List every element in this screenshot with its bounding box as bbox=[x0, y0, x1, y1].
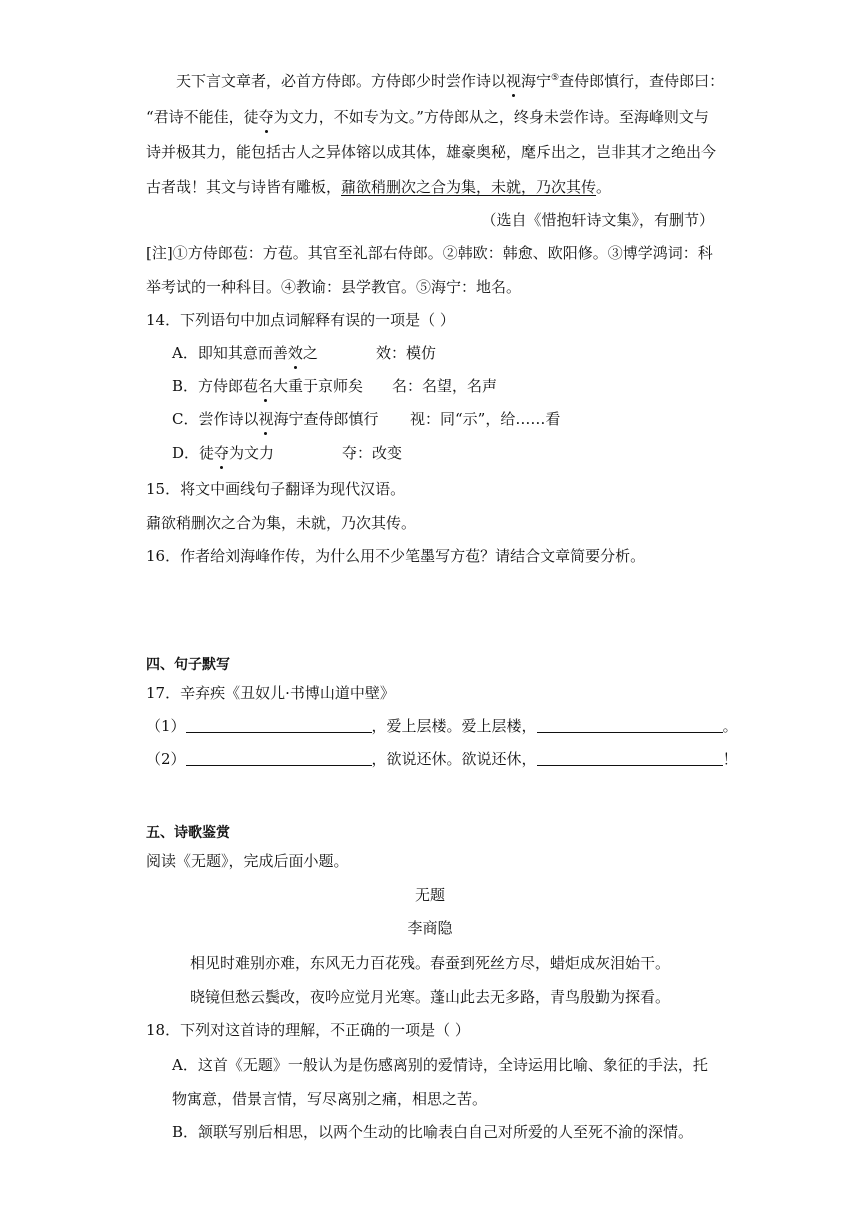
q18-option-b-line-1[interactable]: B．颔联写别后相思，以两个生动的比喻表白自己对所爱的人至死不渝的深情。 bbox=[172, 1123, 694, 1141]
text: C．尝作诗以 bbox=[172, 410, 259, 428]
text: D．徒 bbox=[172, 444, 215, 462]
text: 天下言文章者，必首方侍郎。方侍郎少时尝作诗以 bbox=[176, 72, 507, 90]
text: 之 bbox=[302, 344, 318, 362]
passage-line-3: 诗并极其力，能包括古人之异体镕以成其体，雄豪奥秘，麾斥出之，岂非其才之绝出今 bbox=[146, 143, 717, 161]
q14-option-d[interactable] bbox=[172, 442, 274, 464]
blank-1a[interactable] bbox=[186, 717, 372, 733]
q17-stem: 17．辛弃疾《丑奴儿·书博山道中壁》 bbox=[146, 684, 395, 702]
text: 为文力 bbox=[229, 444, 275, 462]
passage-line-1 bbox=[176, 70, 724, 92]
text: 。 bbox=[722, 717, 738, 735]
q15-stem: 15．将文中画线句子翻译为现代汉语。 bbox=[146, 480, 406, 498]
dotted-char: 名 bbox=[258, 377, 274, 395]
item-number: （2） bbox=[146, 750, 186, 768]
poem-line-2: 晓镜但愁云鬓改，夜吟应觉月光寒。蓬山此去无多路，青鸟殷勤为探看。 bbox=[189, 988, 670, 1006]
q14-option-c-def: 视：同“示”，给……看 bbox=[410, 410, 561, 428]
text: A．即知其意而善 bbox=[172, 344, 288, 362]
footnote-marker: ⑤ bbox=[551, 73, 560, 83]
q14-option-b[interactable] bbox=[172, 375, 363, 397]
q16-stem: 16．作者给刘海峰作传，为什么用不少笔墨写方苞？请结合文章简要分析。 bbox=[146, 547, 646, 565]
blank-1b[interactable] bbox=[537, 717, 723, 733]
q14-option-c[interactable] bbox=[172, 408, 379, 430]
text: ，欲说还休。欲说还休， bbox=[371, 750, 537, 768]
q14-option-b-def: 名：名望，名声 bbox=[392, 377, 498, 395]
poem-title: 无题 bbox=[414, 886, 445, 904]
passage-line-2 bbox=[146, 106, 709, 128]
q14-option-d-def: 夺：改变 bbox=[342, 444, 403, 462]
q18-option-a-line-2: 物寓意，借景言情，写尽离别之痛，相思之苦。 bbox=[172, 1090, 488, 1108]
q14-option-a[interactable] bbox=[172, 342, 318, 364]
poem-author: 李商隐 bbox=[407, 919, 453, 937]
text: 海宁查侍郎慎行 bbox=[273, 410, 379, 428]
text: B．方侍郎苞 bbox=[172, 377, 259, 395]
text: 查侍郎慎行，查侍郎曰： bbox=[559, 72, 725, 90]
text: 海宁 bbox=[521, 72, 552, 90]
text: 古者哉！其文与诗皆有雕板， bbox=[146, 178, 342, 196]
passage-source: （选自《惜抱轩诗文集》，有删节） bbox=[481, 211, 714, 229]
poem-line-1: 相见时难别亦难，东风无力百花残。春蚕到死丝方尽，蜡炬成灰泪始干。 bbox=[189, 954, 670, 972]
text: ，爱上层楼。爱上层楼， bbox=[371, 717, 537, 735]
dotted-char: 视 bbox=[258, 410, 274, 428]
q18-option-a-line-1[interactable]: A．这首《无题》一般认为是伤感离别的爱情诗，全诗运用比喻、象征的手法，托 bbox=[172, 1056, 708, 1074]
q17-line-2 bbox=[146, 748, 738, 770]
text: 。 bbox=[596, 178, 612, 196]
dotted-char: 视 bbox=[506, 72, 522, 90]
text: “君诗不能佳，徒 bbox=[146, 108, 259, 126]
dotted-char: 夺 bbox=[258, 108, 274, 126]
item-number: （1） bbox=[146, 717, 186, 735]
q17-line-1 bbox=[146, 715, 738, 737]
section-5-title: 五、诗歌鉴赏 bbox=[146, 825, 230, 841]
passage-line-4 bbox=[146, 176, 611, 198]
text: ！ bbox=[722, 750, 738, 768]
text: 大重于京师矣 bbox=[273, 377, 364, 395]
q14-option-a-def: 效：模仿 bbox=[376, 344, 437, 362]
q15-sentence: 鼐欲稍删次之合为集，未就，乃次其传。 bbox=[146, 514, 417, 532]
dotted-char: 效 bbox=[287, 344, 303, 362]
text: 为文力，不如专为文。”方侍郎从之，终身未尝作诗。至海峰则文与 bbox=[273, 108, 709, 126]
section-4-title: 四、句子默写 bbox=[146, 657, 230, 673]
blank-2a[interactable] bbox=[186, 750, 372, 766]
blank-2b[interactable] bbox=[537, 750, 723, 766]
dotted-char: 夺 bbox=[214, 444, 230, 462]
section-5-intro: 阅读《无题》，完成后面小题。 bbox=[146, 852, 349, 870]
q18-stem: 18．下列对这首诗的理解，不正确的一项是（ ） bbox=[146, 1021, 470, 1039]
q14-stem: 14．下列语句中加点词解释有误的一项是（ ） bbox=[146, 311, 455, 329]
notes-line-2: 举考试的一种科目。④教谕：县学教官。⑤海宁：地名。 bbox=[146, 278, 522, 296]
underlined-sentence: 鼐欲稍删次之合为集，未就，乃次其传 bbox=[341, 178, 597, 196]
notes-line-1: [注]①方侍郎苞：方苞。其官至礼部右侍郎。②韩欧：韩愈、欧阳修。③博学鸿词：科 bbox=[146, 244, 713, 262]
